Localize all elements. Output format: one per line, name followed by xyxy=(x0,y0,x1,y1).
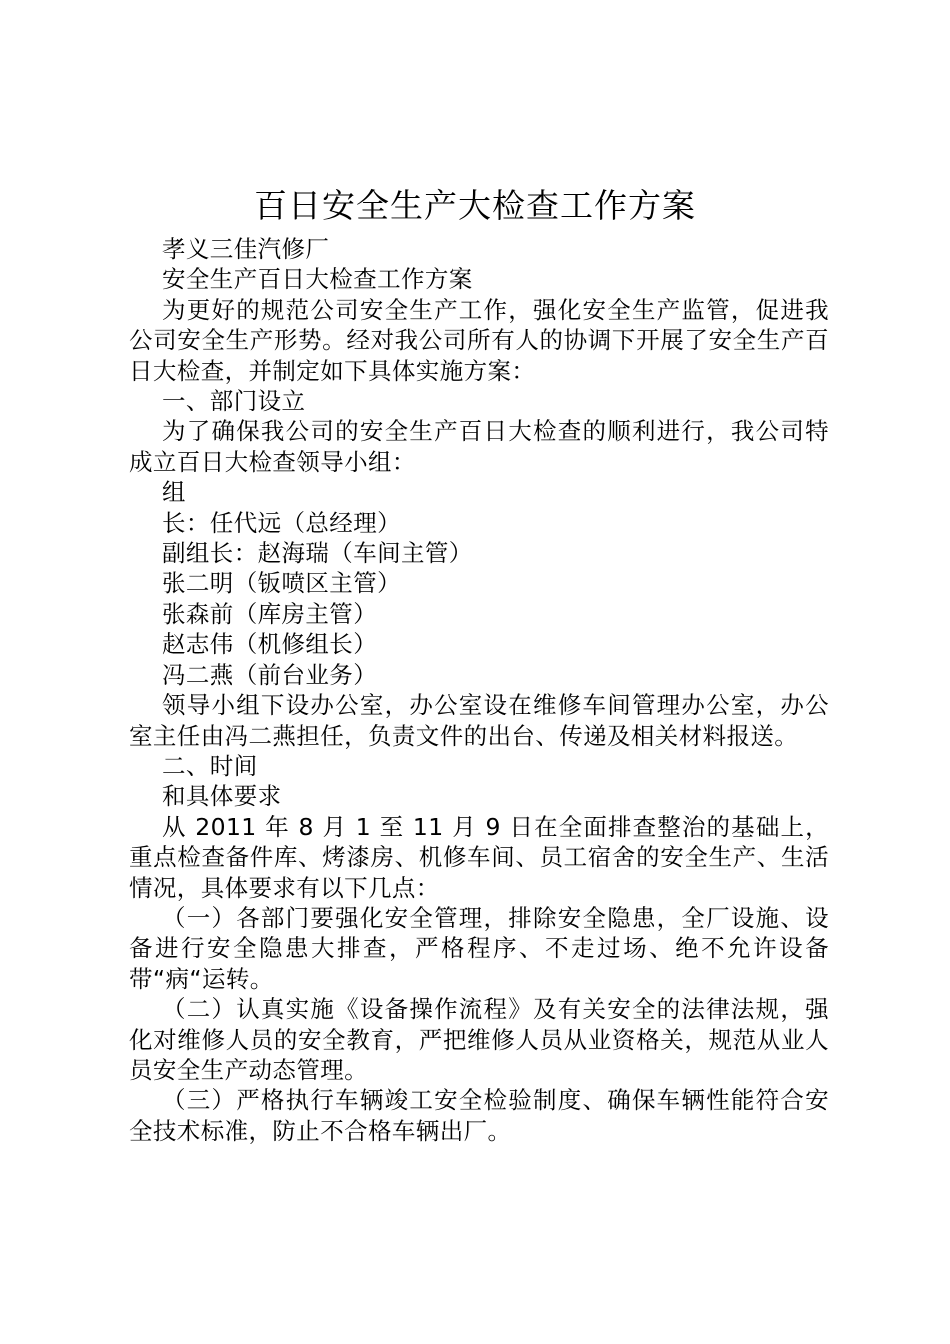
paragraph-office: 领导小组下设办公室，办公室设在维修车间管理办公室，办公室主任由冯二燕担任，负责文件的出台、传递及相关材料报送。 xyxy=(129,691,829,750)
paragraph-requirement-3: （三）严格执行车辆竣工安全检验制度、确保车辆性能符合安全技术标准，防止不合格车辆出厂。 xyxy=(129,1086,829,1145)
paragraph-subtitle: 安全生产百日大检查工作方案 xyxy=(162,265,473,294)
paragraph-deputy-leader: 副组长：赵海瑞（车间主管） xyxy=(162,539,473,568)
paragraph-member-1: 张二明（钣喷区主管） xyxy=(162,569,401,598)
paragraph-intro: 为更好的规范公司安全生产工作，强化安全生产监管，促进我公司安全生产形势。经对我公司所有人的协调下开展了安全生产百日大检查，并制定如下具体实施方案： xyxy=(129,295,829,385)
paragraph-group-leader: 长：任代远（总经理） xyxy=(162,508,401,537)
section-heading-requirements: 和具体要求 xyxy=(162,782,282,811)
paragraph-group-label: 组 xyxy=(162,478,186,507)
paragraph-leadership-group: 为了确保我公司的安全生产百日大检查的顺利进行，我公司特成立百日大检查领导小组： xyxy=(129,417,829,476)
paragraph-requirement-1: （一）各部门要强化安全管理，排除安全隐患，全厂设施、设备进行安全隐患大排查，严格程序、不走过场、绝不允许设备带“病“运转。 xyxy=(129,903,829,993)
paragraph-requirement-2: （二）认真实施《设备操作流程》及有关安全的法律法规，强化对维修人员的安全教育，严把维修人员从业资格关，规范从业人员安全生产动态管理。 xyxy=(129,995,829,1084)
section-heading-time: 二、时间 xyxy=(162,751,258,780)
paragraph-member-4: 冯二燕（前台业务） xyxy=(162,660,378,689)
paragraph-schedule: 从 2011 年 8 月 1 至 11 月 9 日在全面排查整治的基础上，重点检查备件库、烤漆房、机修车间、员工宿舍的安全生产、生活情况，具体要求有以下几点： xyxy=(129,812,829,902)
paragraph-member-3: 赵志伟（机修组长） xyxy=(162,630,378,659)
paragraph-member-2: 张森前（库房主管） xyxy=(162,599,378,628)
document-body xyxy=(129,234,829,1146)
paragraph-company: 孝义三佳汽修厂 xyxy=(162,235,330,263)
section-heading-department: 一、部门设立 xyxy=(162,387,306,416)
document-title: 百日安全生产大检查工作方案 xyxy=(254,186,696,225)
